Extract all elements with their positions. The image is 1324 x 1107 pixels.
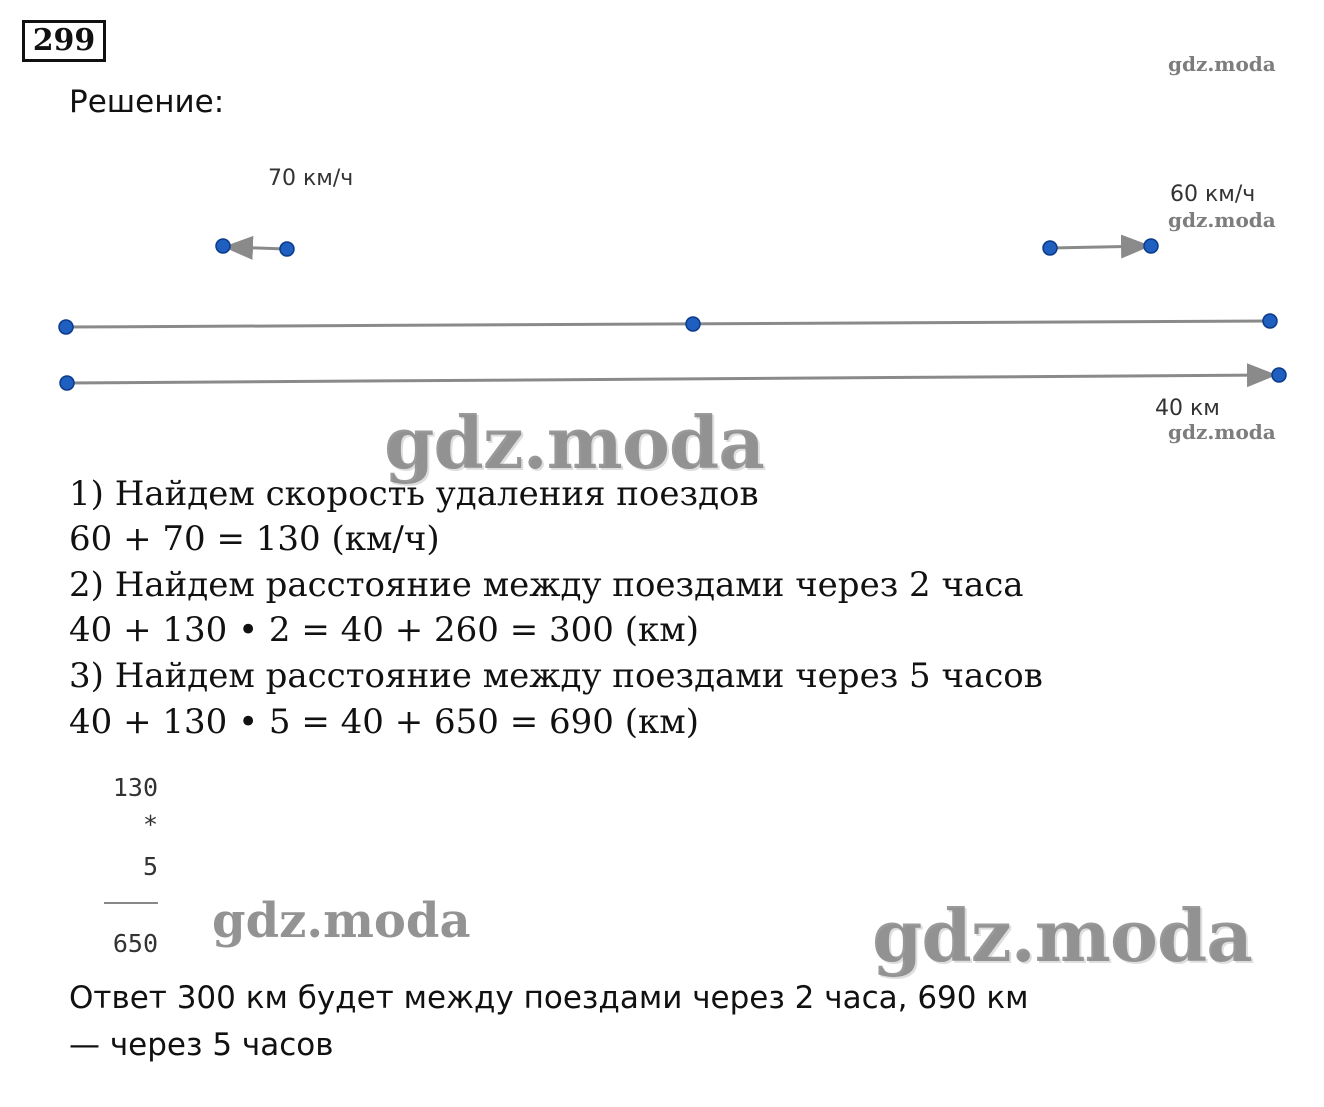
step-2-expression: 40 + 130 • 2 = 40 + 260 = 300 (км)	[69, 610, 699, 650]
speed-left-label: 70 км/ч	[268, 166, 354, 191]
right-train-start-point	[1043, 241, 1057, 255]
speed-right-label: 60 км/ч	[1170, 182, 1256, 207]
right-train-end-point	[1144, 239, 1158, 253]
solution-label: Решение:	[69, 84, 225, 120]
distance-segment	[66, 321, 1270, 327]
step-1-expression: 60 + 70 = 130 (км/ч)	[69, 519, 440, 559]
watermark-large: gdz.moda	[872, 893, 1252, 978]
watermark: gdz.moda	[1168, 208, 1276, 232]
left-train-arrow	[226, 247, 286, 249]
answer-line-1: Ответ 300 км будет между поездами через 2 часа, 690 км	[69, 980, 1029, 1016]
step-1-title: 1) Найдем скорость удаления поездов	[69, 474, 759, 514]
segment-start-point	[59, 320, 73, 334]
calc-bottom-number: 5	[142, 852, 158, 881]
answer-line-2: — через 5 часов	[69, 1027, 334, 1063]
left-train-end-point	[216, 239, 230, 253]
segment-end-point	[1263, 314, 1277, 328]
distance-label: 40 км	[1155, 396, 1220, 421]
calc-divider	[104, 902, 158, 904]
calc-result: 650	[112, 929, 158, 958]
distance-arrow	[67, 375, 1274, 383]
watermark: gdz.moda	[1168, 420, 1276, 444]
task-number: 299	[22, 20, 106, 62]
right-train-arrow	[1051, 246, 1148, 248]
calc-operator: *	[142, 810, 158, 839]
watermark-large: gdz.moda	[384, 400, 764, 485]
distance-start-point	[60, 376, 74, 390]
step-3-title: 3) Найдем расстояние между поездами через 5 часов	[69, 656, 1043, 696]
left-train-start-point	[280, 242, 294, 256]
step-2-title: 2) Найдем расстояние между поездами через 2 часа	[69, 565, 1024, 605]
watermark: gdz.moda	[1168, 52, 1276, 76]
segment-mid-point	[686, 317, 700, 331]
calc-top-number: 130	[112, 773, 158, 802]
step-3-expression: 40 + 130 • 5 = 40 + 650 = 690 (км)	[69, 702, 699, 742]
train-diagram	[0, 0, 1324, 460]
watermark: gdz.moda	[212, 893, 471, 949]
distance-end-point	[1272, 368, 1286, 382]
